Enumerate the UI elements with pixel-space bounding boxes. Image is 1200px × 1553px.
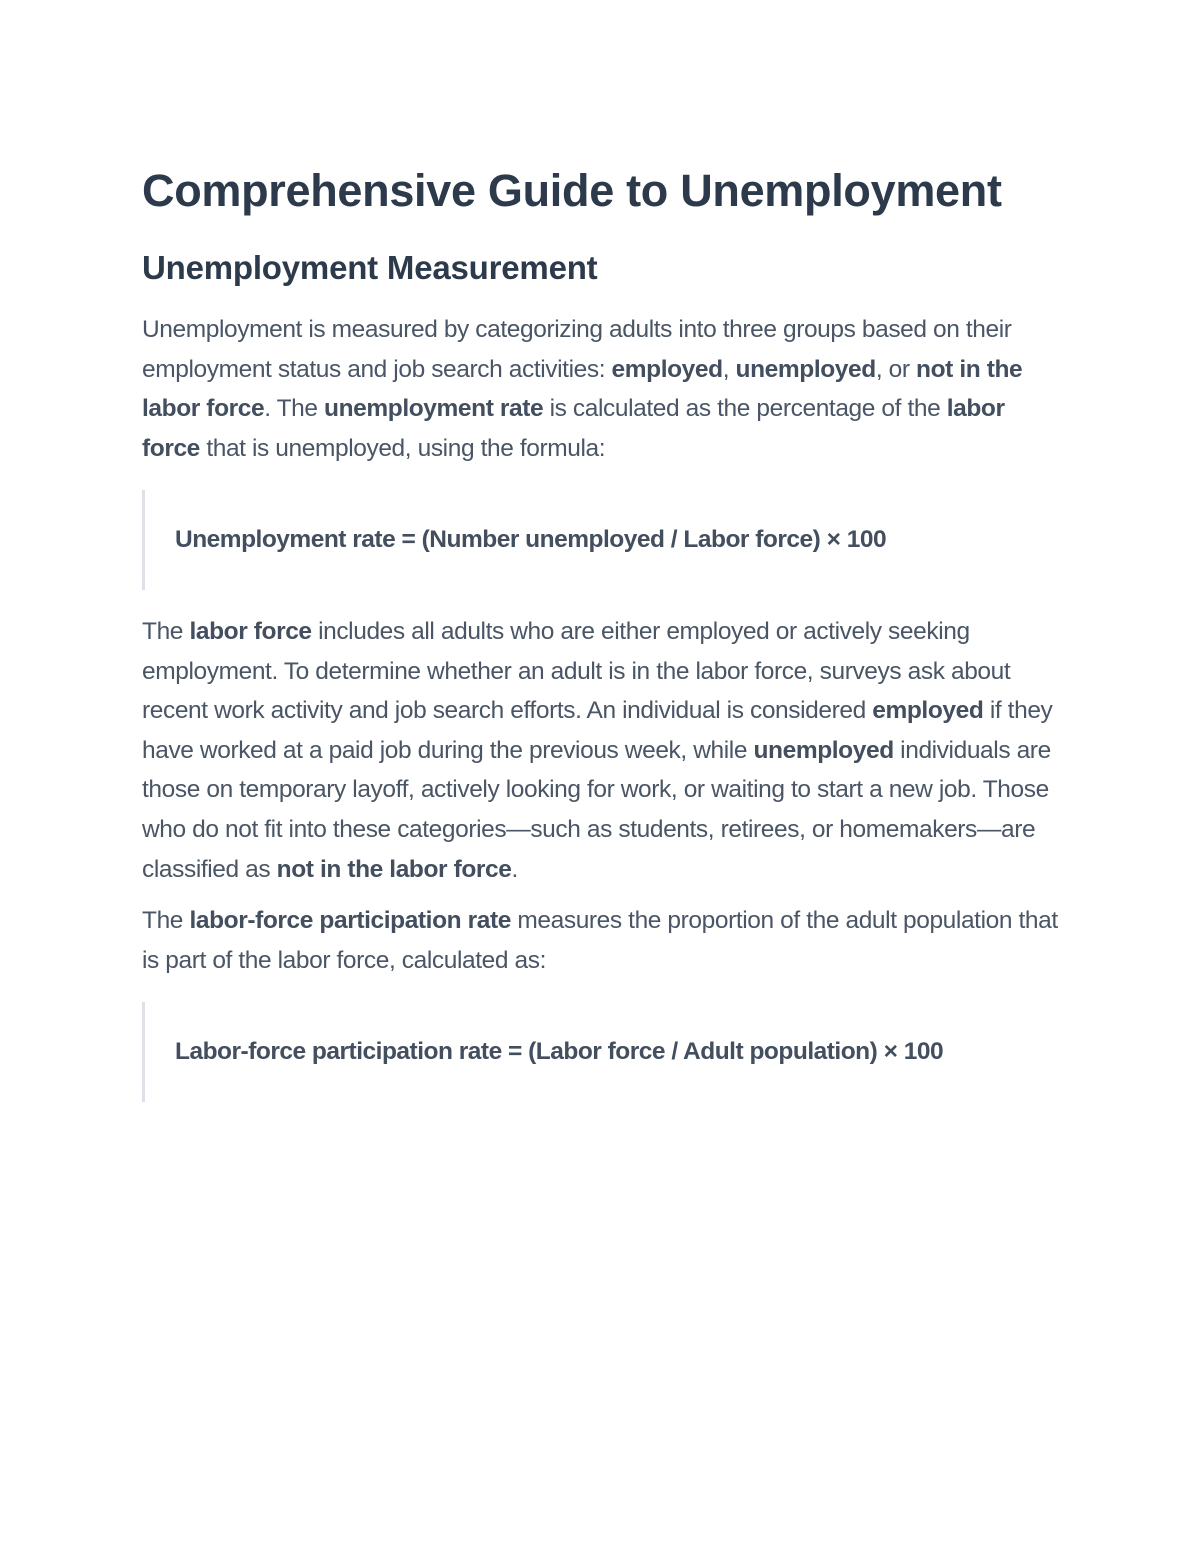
text-run: , xyxy=(722,355,736,383)
term-employed: employed xyxy=(872,697,984,725)
term-employed: employed xyxy=(611,355,723,383)
text-run: The xyxy=(142,907,190,935)
section-heading: Unemployment Measurement xyxy=(142,249,598,286)
term-not-in-labor-force: not in the labor force xyxy=(276,855,512,883)
term-unemployment-rate: unemployment rate xyxy=(324,395,544,423)
formula-unemployment-rate: Unemployment rate = (Number unemployed / Labor force) × 100 xyxy=(142,490,1062,590)
text-run: measures the proportion of the adult population that is part of the labor force, calculated as: xyxy=(142,907,1058,974)
term-unemployed: unemployed xyxy=(753,736,894,764)
term-labor-force: labor force xyxy=(142,395,1005,462)
paragraph-measurement xyxy=(142,310,1062,468)
text-run: . xyxy=(511,855,518,883)
term-unemployed: unemployed xyxy=(735,355,876,383)
paragraph-participation-rate xyxy=(142,901,1062,980)
text-run: , or xyxy=(875,355,917,383)
text-run: individuals are those on temporary layoff, actively looking for work, or waiting to start a new job. Those who do not fit into these categories—such as students, retirees, or homemakers—are classified as xyxy=(142,736,1051,883)
text-run: The xyxy=(142,617,190,645)
term-labor-force-participation-rate: labor-force participation rate xyxy=(189,907,511,935)
text-run: is calculated as the percentage of the xyxy=(543,395,947,423)
text-run: Unemployment is measured by categorizing adults into three groups based on their employment status and job search activities: xyxy=(142,316,1012,383)
text-run: includes all adults who are either employed or actively seeking employment. To determine whether an adult is in the labor force, surveys ask about recent work activity and job search efforts. An individual is considered xyxy=(142,617,1011,725)
term-not-in-labor-force: not in the labor force xyxy=(142,355,1023,423)
text-run: that is unemployed, using the formula: xyxy=(199,434,606,462)
document-page xyxy=(142,160,1062,1126)
paragraph-labor-force xyxy=(142,612,1062,889)
text-run: if they have worked at a paid job during the previous week, while xyxy=(142,697,1053,764)
text-run: . The xyxy=(264,395,325,423)
term-labor-force: labor force xyxy=(189,617,312,645)
formula-participation-rate: Labor-force participation rate = (Labor force / Adult population) × 100 xyxy=(142,1002,1062,1102)
page-title: Comprehensive Guide to Unemployment xyxy=(142,165,1002,216)
